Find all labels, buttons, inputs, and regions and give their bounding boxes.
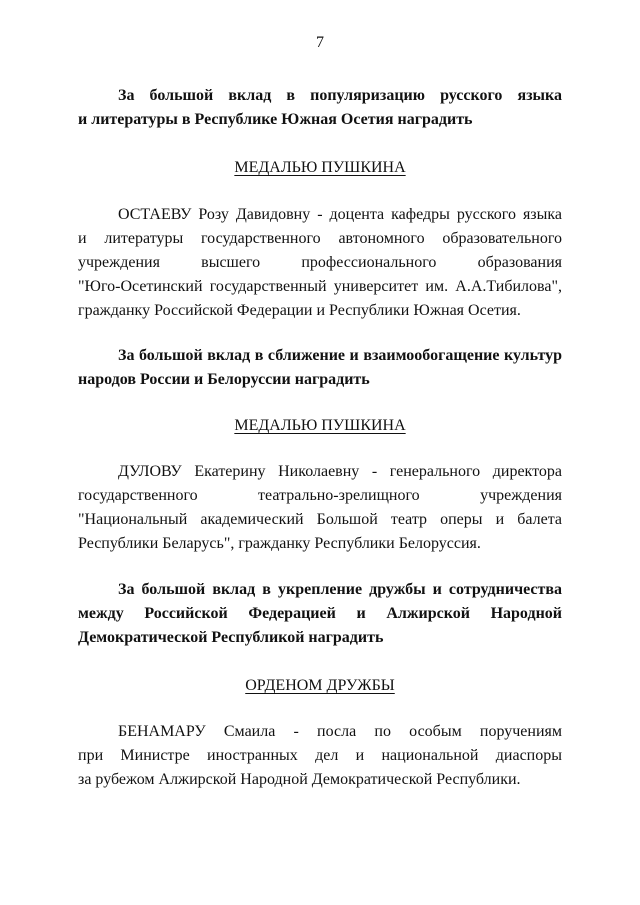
- section-3-recipient-line-1: БЕНАМАРУ Смаила - посла по особым поручениям: [118, 723, 562, 740]
- section-2-intro: [78, 344, 562, 392]
- section-1-intro: [78, 84, 562, 132]
- section-3-recipient-line-3: за рубежом Алжирской Народной Демократической Республики.: [78, 771, 521, 788]
- section-3-intro: [78, 578, 562, 650]
- section-1-intro-line-1: За большой вклад в популяризацию русского языка: [118, 87, 562, 104]
- section-2-recipient-line-3: "Национальный академический Большой театр оперы и балета: [78, 511, 562, 528]
- section-1-recipient-line-4: "Юго-Осетинский государственный университет им. А.А.Тибилова",: [78, 278, 562, 295]
- section-3-recipient-line-2: при Министре иностранных дел и национальной диаспоры: [78, 747, 562, 764]
- section-1-recipient-line-1: ОСТАЕВУ Розу Давидовну - доцента кафедры русского языка: [118, 206, 562, 223]
- section-2-recipient: [78, 460, 562, 556]
- section-1-recipient-line-2: и литературы государственного автономного образовательного: [78, 230, 562, 247]
- section-3-award-title: ОРДЕНОМ ДРУЖБЫ: [245, 677, 395, 694]
- section-2-award-heading: [0, 414, 640, 438]
- section-1-award-title: МЕДАЛЬЮ ПУШКИНА: [234, 159, 406, 176]
- section-1-recipient: [78, 203, 562, 323]
- section-2-intro-line-1: За большой вклад в сближение и взаимообогащение культур: [118, 347, 562, 364]
- section-2-recipient-line-1: ДУЛОВУ Екатерину Николаевну - генерального директора: [118, 463, 562, 480]
- section-3-recipient: [78, 720, 562, 792]
- section-1-recipient-line-3: учреждения высшего профессионального образования: [78, 254, 562, 271]
- section-3-intro-line-2: между Российской Федерацией и Алжирской Народной: [78, 605, 562, 622]
- section-1-recipient-line-5: гражданку Российской Федерации и Республики Южная Осетия.: [78, 302, 521, 319]
- section-2-intro-line-2: народов России и Белоруссии наградить: [78, 371, 370, 388]
- section-2-award-title: МЕДАЛЬЮ ПУШКИНА: [234, 417, 406, 434]
- section-1-award-heading: [0, 156, 640, 180]
- section-1-intro-line-2: и литературы в Республике Южная Осетия наградить: [78, 111, 473, 128]
- section-3-intro-line-3: Демократической Республикой наградить: [78, 629, 384, 646]
- section-2-recipient-line-4: Республики Беларусь", гражданку Республики Белоруссия.: [78, 535, 481, 552]
- section-3-intro-line-1: За большой вклад в укрепление дружбы и сотрудничества: [118, 581, 562, 598]
- section-3-award-heading: [0, 674, 640, 698]
- page-number: 7: [316, 34, 324, 51]
- section-2-recipient-line-2: государственного театрально-зрелищного учреждения: [78, 487, 562, 504]
